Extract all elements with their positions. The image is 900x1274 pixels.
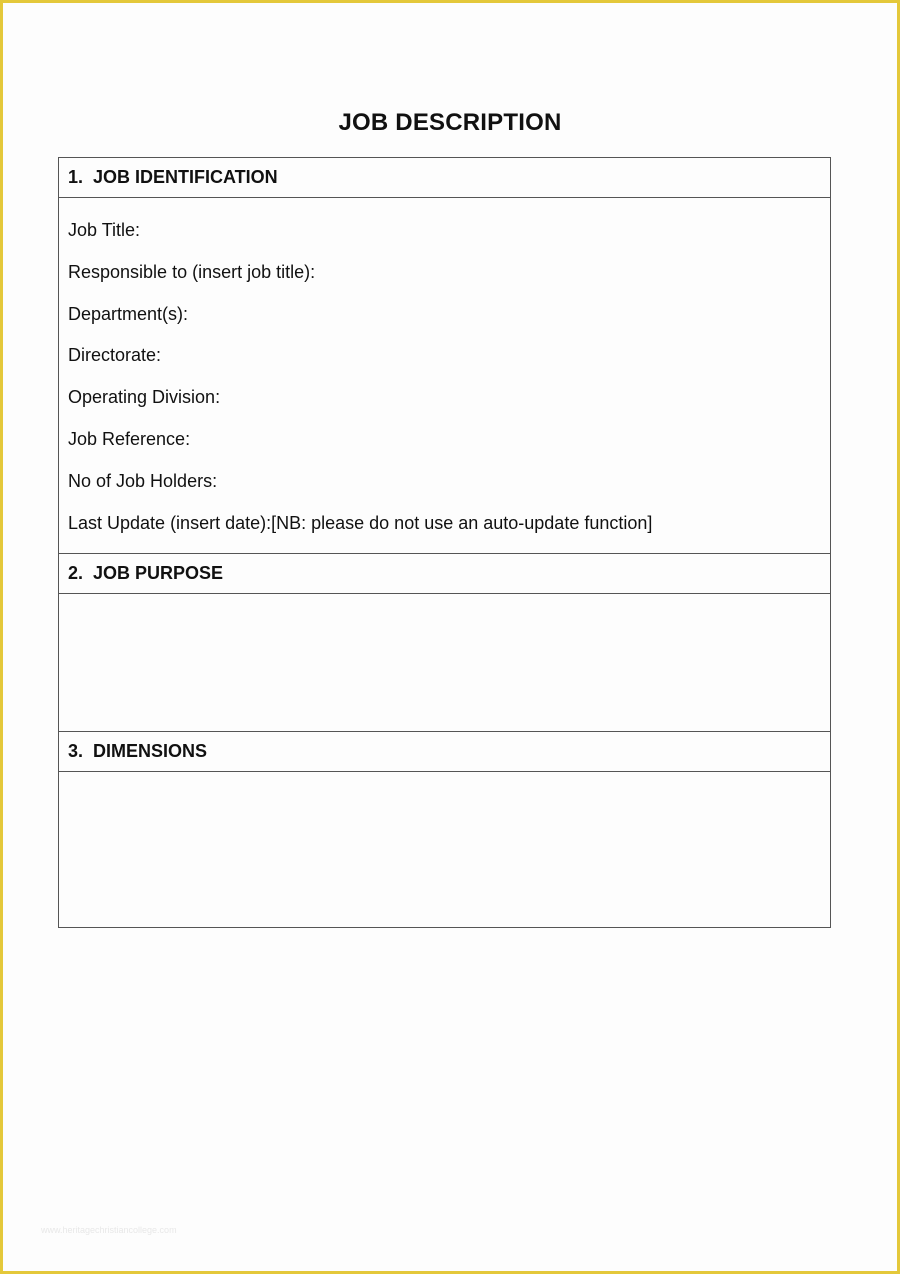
field-job-title[interactable]: Job Title: (68, 220, 141, 240)
field-job-reference[interactable]: Job Reference: (68, 428, 191, 449)
document-title: JOB DESCRIPTION (338, 109, 562, 136)
section-title: DIMENSIONS (93, 741, 208, 761)
section-title: JOB IDENTIFICATION (93, 167, 278, 187)
field-last-update[interactable]: Last Update (insert date):[NB: please do not use an auto-update function] (68, 512, 653, 533)
section-heading-job-purpose (59, 554, 830, 594)
field-no-of-job-holders[interactable]: No of Job Holders: (68, 470, 218, 491)
field-operating-division[interactable]: Operating Division: (68, 387, 221, 408)
field-departments[interactable]: Department(s): (68, 303, 189, 324)
field-directorate[interactable]: Directorate: (68, 345, 162, 366)
watermark-text: www.heritagechristiancollege.com (41, 1225, 177, 1235)
field-responsible-to[interactable]: Responsible to (insert job title): (68, 261, 316, 282)
job-purpose-entry-area[interactable] (59, 594, 830, 732)
section-number: 2. (68, 563, 84, 583)
dimensions-entry-area[interactable] (59, 772, 830, 927)
section-heading-job-identification (59, 158, 830, 198)
section-title: JOB PURPOSE (93, 563, 224, 583)
section-number: 1. (68, 167, 84, 187)
job-description-form (58, 157, 831, 928)
section-heading-dimensions (59, 732, 830, 772)
section-number: 3. (68, 741, 84, 761)
job-identification-fields (59, 198, 830, 554)
